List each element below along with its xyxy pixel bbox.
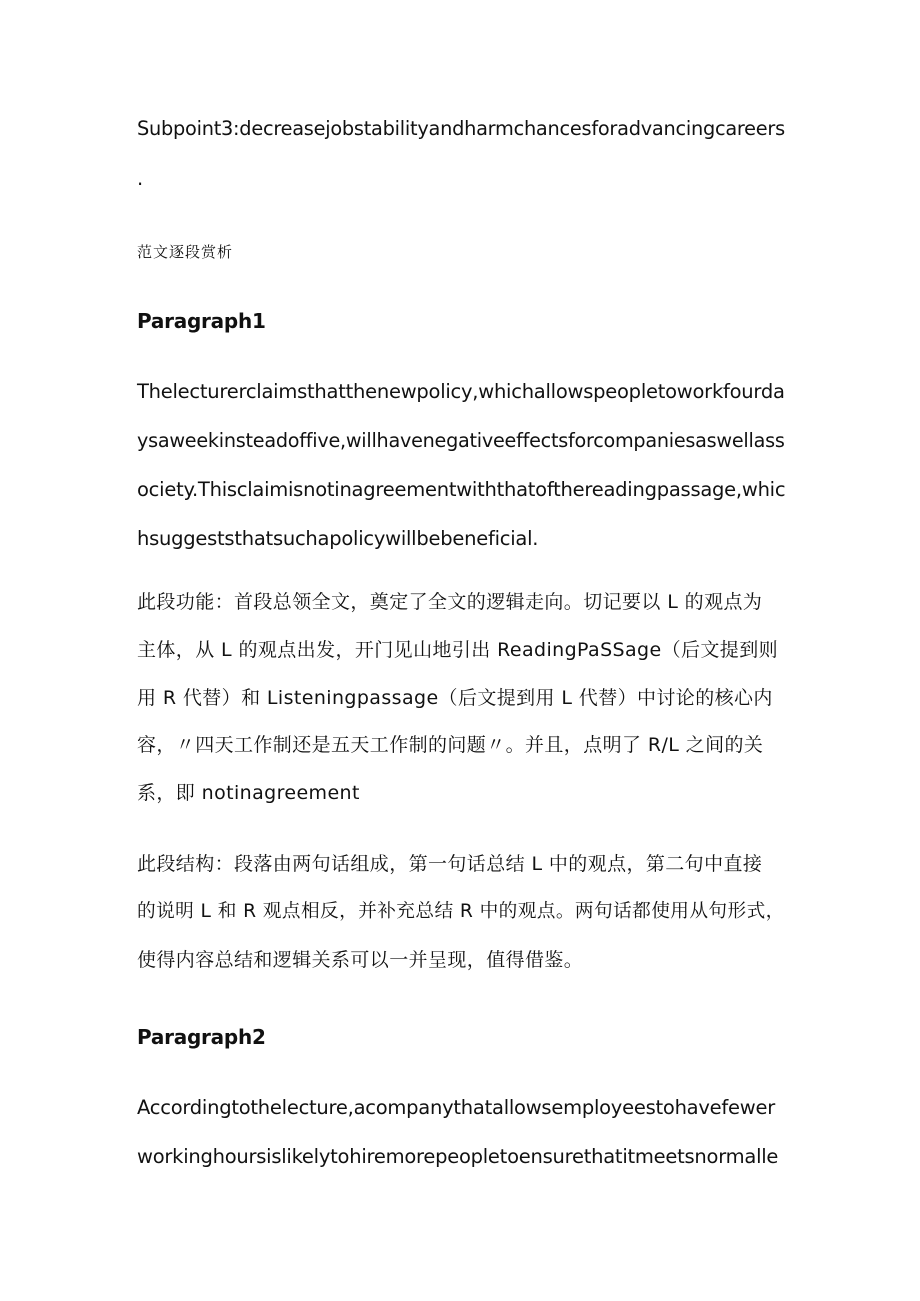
paragraph1-function-line: 主体，从 L 的观点出发，开门见山地引出 ReadingPaSSage（后文提到则 [137, 639, 778, 661]
paragraph1-structure-line: 使得内容总结和逻辑关系可以一并呈现，值得借鉴。 [137, 949, 584, 971]
paragraph1-heading: Paragraph1 [137, 309, 266, 333]
paragraph2-heading: Paragraph2 [137, 1025, 266, 1049]
paragraph1-text-line: hsuggeststhatsuchapolicywillbebeneficial. [137, 527, 539, 550]
paragraph1-text-line: ociety.Thisclaimisnotinagreementwiththatofthereadingpassage,whic [137, 478, 786, 501]
paragraph2-text-line: Accordingtothelecture,acompanythatallowsemployeestohavefewer [137, 1096, 775, 1119]
paragraph1-text-line: Thelecturerclaimsthatthenewpolicy,whichallowspeopletoworkfourda [137, 380, 785, 403]
subpoint-line-1: Subpoint3:decreasejobstabilityandharmchancesforadvancingcareers [137, 117, 785, 140]
section-title: 范文逐段赏析 [137, 243, 234, 261]
paragraph1-function-line: 系，即 notinagreement [137, 782, 360, 804]
paragraph1-structure-line: 的说明 L 和 R 观点相反，并补充总结 R 中的观点。两句话都使用从句形式， [137, 901, 785, 922]
paragraph1-function-line: 容，〃四天工作制还是五天工作制的问题〃。并且，点明了 R/L 之间的关 [137, 734, 764, 756]
paragraph1-text-line: ysaweekinsteadoffive,willhavenegativeeffectsforcompaniesaswellass [137, 429, 785, 452]
paragraph1-function-line: 用 R 代替）和 Listeningpassage（后文提到用 L 代替）中讨论的核心内 [137, 687, 773, 709]
paragraph1-structure-line: 此段结构：段落由两句话组成，第一句话总结 L 中的观点，第二句中直接 [137, 853, 763, 875]
paragraph2-text-line: workinghoursislikelytohiremorepeopletoensurethatitmeetsnormalle [137, 1145, 779, 1168]
subpoint-line-2: . [137, 167, 143, 190]
paragraph1-function-line: 此段功能：首段总领全文，奠定了全文的逻辑走向。切记要以 L 的观点为 [137, 591, 763, 613]
